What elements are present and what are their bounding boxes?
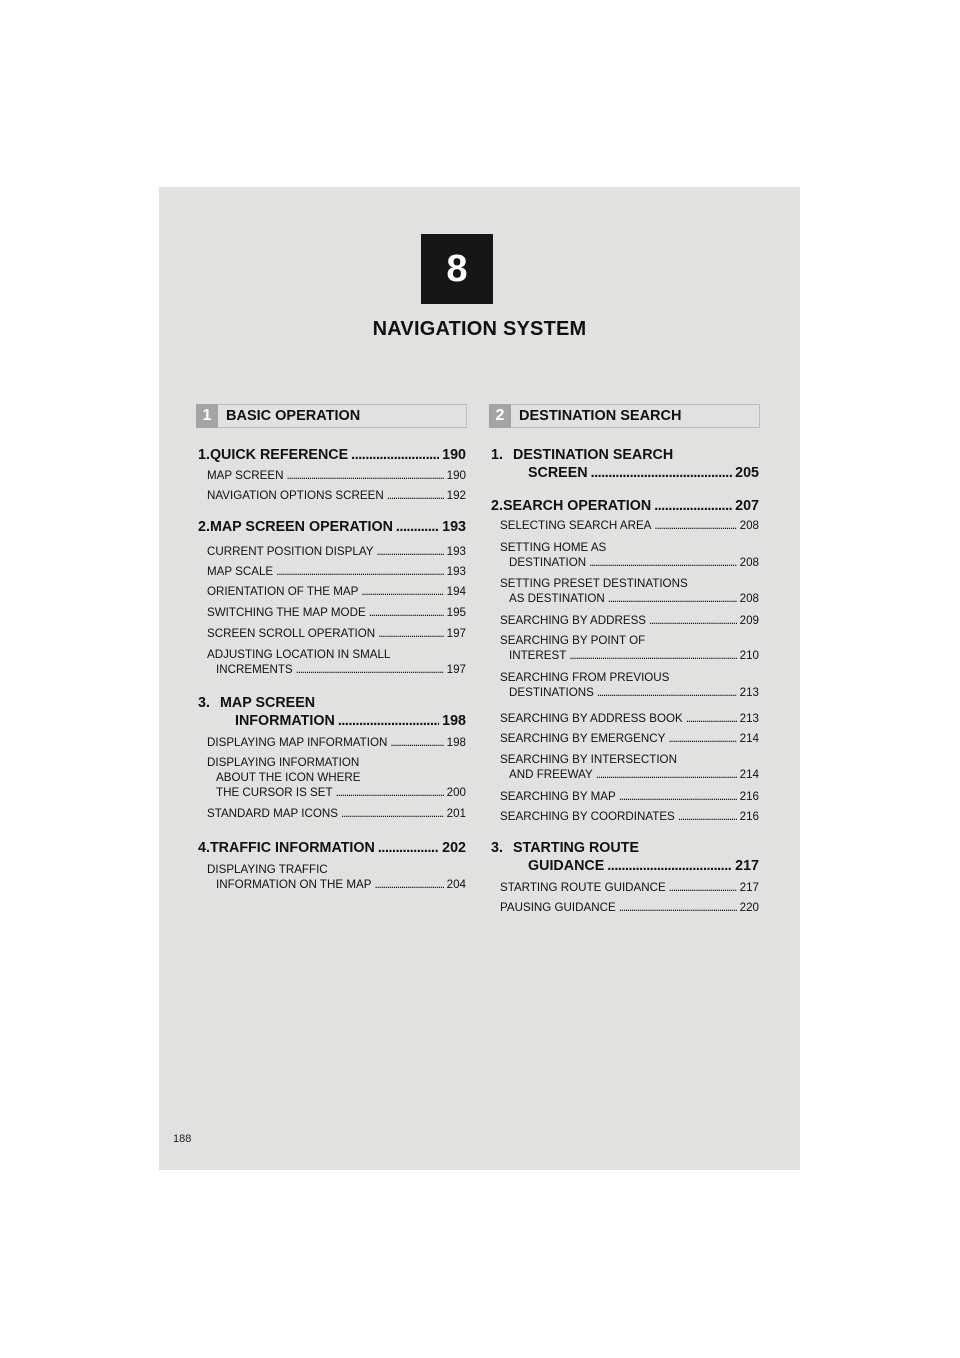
toc-dot-leader: [608, 591, 737, 606]
toc-dot-leader: [619, 900, 737, 915]
toc-chapter-entry[interactable]: [491, 839, 759, 875]
toc-entry-text: SEARCHING BY EMERGENCY: [500, 732, 666, 745]
toc-dot-leader: [569, 648, 736, 663]
toc-page-number: 214: [739, 732, 759, 745]
toc-page-number: 204: [446, 878, 466, 891]
toc-page-number: 210: [739, 649, 759, 662]
toc-column-basic-operation: [198, 0, 466, 1358]
toc-topic-entry[interactable]: [198, 626, 466, 641]
toc-entry-text: ORIENTATION OF THE MAP: [207, 585, 359, 598]
toc-page-number: 193: [446, 565, 466, 578]
toc-entry-text: MAP SCREEN: [207, 469, 284, 482]
toc-entry-text: SEARCHING BY ADDRESS BOOK: [500, 712, 683, 725]
toc-entry-text: STANDARD MAP ICONS: [207, 807, 338, 820]
toc-chapter-entry[interactable]: [198, 694, 466, 730]
toc-page-number: 200: [446, 786, 466, 799]
toc-dot-leader: [396, 518, 439, 536]
toc-page-number: 209: [739, 614, 759, 627]
toc-topic-entry[interactable]: [198, 755, 466, 800]
toc-entry-text: DESTINATIONS: [509, 686, 594, 699]
toc-entry-text: DISPLAYING INFORMATION: [207, 756, 360, 769]
toc-dot-leader: [607, 857, 732, 875]
toc-topic-entry[interactable]: [491, 670, 759, 700]
toc-page-number: 205: [735, 465, 759, 481]
toc-entry-text: ADJUSTING LOCATION IN SMALL: [207, 648, 391, 661]
toc-dot-leader: [286, 468, 443, 483]
chapter-number: 8: [446, 247, 468, 290]
toc-entry-text: SETTING PRESET DESTINATIONS: [500, 577, 688, 590]
toc-topic-entry[interactable]: [198, 862, 466, 892]
page-number: 188: [173, 1133, 192, 1145]
toc-topic-entry[interactable]: [491, 540, 759, 570]
toc-dot-leader: [374, 877, 443, 892]
toc-dot-leader: [361, 584, 443, 599]
toc-page-number: 217: [739, 881, 759, 894]
toc-page-number: 214: [739, 768, 759, 781]
toc-topic-entry[interactable]: [491, 576, 759, 606]
toc-dot-leader: [338, 712, 439, 730]
toc-entry-text: INCREMENTS: [216, 663, 293, 676]
toc-dot-leader: [378, 839, 439, 857]
toc-entry-number: 2.: [198, 519, 210, 535]
toc-dot-leader: [369, 605, 444, 620]
toc-entry-text: MAP SCALE: [207, 565, 274, 578]
toc-page-number: 213: [739, 712, 759, 725]
toc-page-number: 197: [446, 627, 466, 640]
toc-dot-leader: [591, 464, 733, 482]
toc-entry-text: SEARCHING BY POINT OF: [500, 634, 646, 647]
toc-entry-text: SEARCH OPERATION: [502, 498, 652, 514]
toc-page-number: 198: [442, 713, 466, 729]
toc-dot-leader: [378, 626, 444, 641]
toc-entry-text: THE CURSOR IS SET: [216, 786, 333, 799]
toc-dot-leader: [390, 735, 443, 750]
toc-page-number: 207: [735, 498, 759, 514]
toc-page-number: 197: [446, 663, 466, 676]
toc-entry-text: CURRENT POSITION DISPLAY: [207, 545, 374, 558]
toc-entry-text: SWITCHING THE MAP MODE: [207, 606, 366, 619]
toc-topic-entry[interactable]: [198, 605, 466, 620]
toc-page-number: 193: [442, 519, 466, 535]
toc-dot-leader: [669, 880, 737, 895]
toc-entry-text: DESTINATION: [509, 556, 587, 569]
toc-dot-leader: [597, 685, 737, 700]
toc-entry-text: SEARCHING BY INTERSECTION: [500, 753, 677, 766]
toc-entry-text: SEARCHING BY ADDRESS: [500, 614, 647, 627]
toc-entry-number: 4.: [198, 840, 210, 856]
toc-chapter-entry[interactable]: [198, 518, 466, 536]
toc-dot-leader: [686, 711, 737, 726]
toc-topic-entry[interactable]: [491, 752, 759, 782]
toc-entry-text: AS DESTINATION: [509, 592, 605, 605]
toc-entry-text: SETTING HOME AS: [500, 541, 607, 554]
toc-dot-leader: [678, 809, 737, 824]
toc-entry-text: NAVIGATION OPTIONS SCREEN: [207, 489, 384, 502]
toc-page-number: 213: [739, 686, 759, 699]
toc-dot-leader: [589, 555, 737, 570]
toc-entry-text: INFORMATION ON THE MAP: [216, 878, 372, 891]
toc-dot-leader: [387, 488, 444, 503]
toc-topic-entry[interactable]: [198, 735, 466, 750]
toc-dot-leader: [654, 518, 736, 533]
toc-page-number: 208: [739, 592, 759, 605]
toc-page-number: 208: [739, 556, 759, 569]
section-number: 2: [489, 404, 511, 428]
toc-page-number: 216: [739, 810, 759, 823]
toc-topic-entry[interactable]: [198, 806, 466, 821]
toc-entry-text: SEARCHING FROM PREVIOUS: [500, 671, 670, 684]
section-label: DESTINATION SEARCH: [519, 408, 682, 424]
toc-topic-entry[interactable]: [198, 488, 466, 503]
toc-entry-text: ABOUT THE ICON WHERE: [216, 771, 361, 784]
toc-topic-entry[interactable]: [491, 900, 759, 915]
toc-chapter-entry[interactable]: [491, 497, 759, 515]
toc-entry-text: SEARCHING BY MAP: [500, 790, 616, 803]
toc-entry-text: TRAFFIC INFORMATION: [209, 840, 375, 856]
toc-entry-text: STARTING ROUTE GUIDANCE: [500, 881, 666, 894]
toc-dot-leader: [296, 662, 444, 677]
toc-dot-leader: [668, 731, 736, 746]
toc-dot-leader: [649, 613, 737, 628]
toc-dot-leader: [341, 806, 444, 821]
toc-entry-text: STARTING ROUTE: [513, 840, 640, 856]
toc-page-number: 202: [442, 840, 466, 856]
toc-page-number: 194: [446, 585, 466, 598]
toc-entry-number: 1.: [198, 447, 210, 463]
toc-entry-text: AND FREEWAY: [509, 768, 593, 781]
toc-page-number: 208: [739, 519, 759, 532]
toc-entry-text: INFORMATION: [235, 713, 335, 729]
toc-chapter-entry[interactable]: [198, 446, 466, 464]
toc-entry-text: SCREEN SCROLL OPERATION: [207, 627, 376, 640]
toc-topic-entry[interactable]: [491, 809, 759, 824]
toc-topic-entry[interactable]: [491, 731, 759, 746]
toc-page-number: 216: [739, 790, 759, 803]
toc-topic-entry[interactable]: [491, 880, 759, 895]
toc-entry-text: SEARCHING BY COORDINATES: [500, 810, 675, 823]
toc-dot-leader: [376, 544, 443, 559]
toc-entry-text: DESTINATION SEARCH: [513, 447, 674, 463]
toc-entry-text: INTEREST: [509, 649, 567, 662]
toc-entry-text: DISPLAYING MAP INFORMATION: [207, 736, 388, 749]
toc-entry-text: DISPLAYING TRAFFIC: [207, 863, 328, 876]
toc-column-destination-search: [491, 0, 759, 1358]
toc-dot-leader: [654, 497, 732, 515]
toc-chapter-entry[interactable]: [491, 446, 759, 482]
toc-dot-leader: [619, 789, 737, 804]
toc-dot-leader: [276, 564, 444, 579]
toc-topic-entry[interactable]: [198, 544, 466, 559]
toc-entry-text: GUIDANCE: [528, 858, 605, 874]
toc-entry-text: MAP SCREEN OPERATION: [209, 519, 393, 535]
toc-topic-entry[interactable]: [198, 468, 466, 483]
toc-entry-number: 3.: [198, 695, 210, 711]
toc-topic-entry[interactable]: [491, 789, 759, 804]
toc-dot-leader: [351, 446, 439, 464]
toc-entry-text: SCREEN: [528, 465, 588, 481]
toc-entry-text: SELECTING SEARCH AREA: [500, 519, 652, 532]
toc-entry-text: PAUSING GUIDANCE: [500, 901, 616, 914]
toc-dot-leader: [336, 785, 444, 800]
section-label: BASIC OPERATION: [226, 408, 361, 424]
toc-topic-entry[interactable]: [198, 564, 466, 579]
toc-page-number: 190: [446, 469, 466, 482]
toc-page-number: 190: [442, 447, 466, 463]
toc-topic-entry[interactable]: [491, 633, 759, 663]
toc-page-number: 192: [446, 489, 466, 502]
toc-page-number: 217: [735, 858, 759, 874]
toc-page-number: 220: [739, 901, 759, 914]
toc-page-number: 193: [446, 545, 466, 558]
toc-topic-entry[interactable]: [198, 647, 466, 677]
toc-entry-number: 1.: [491, 447, 503, 463]
toc-dot-leader: [596, 767, 737, 782]
toc-page-number: 201: [446, 807, 466, 820]
toc-chapter-entry[interactable]: [198, 839, 466, 857]
toc-page-number: 195: [446, 606, 466, 619]
toc-page-number: 198: [446, 736, 466, 749]
toc-topic-entry[interactable]: [491, 518, 759, 533]
chapter-title: NAVIGATION SYSTEM: [372, 318, 587, 340]
toc-entry-text: QUICK REFERENCE: [209, 447, 349, 463]
toc-topic-entry[interactable]: [491, 613, 759, 628]
toc-topic-entry[interactable]: [491, 711, 759, 726]
toc-topic-entry[interactable]: [198, 584, 466, 599]
toc-entry-number: 3.: [491, 840, 503, 856]
toc-entry-number: 2.: [491, 498, 503, 514]
toc-entry-text: MAP SCREEN: [220, 695, 316, 711]
section-number: 1: [196, 404, 218, 428]
